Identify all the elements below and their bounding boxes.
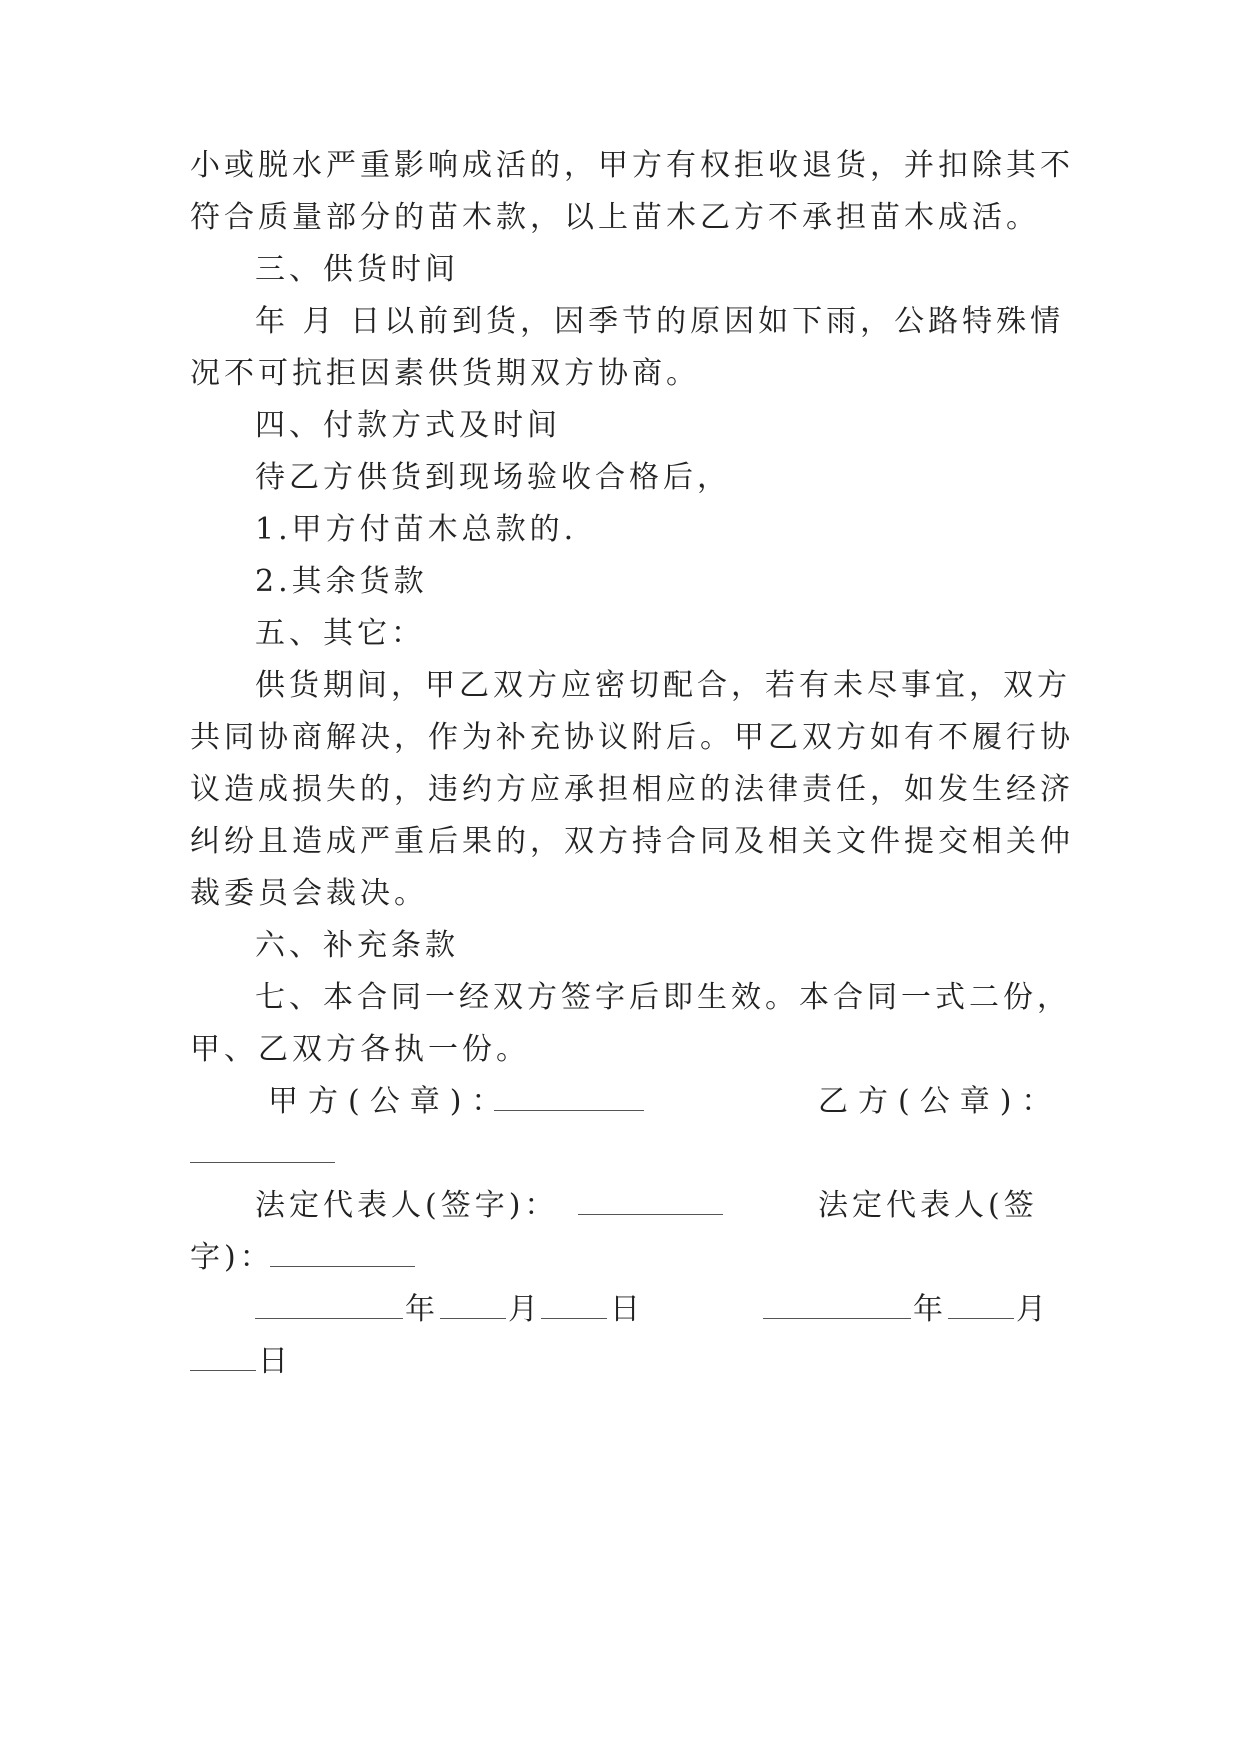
paragraph-line: 年 月 日以前到货，因季节的原因如下雨，公路特殊情 — [255, 304, 1065, 339]
rep-a-blank — [578, 1186, 723, 1226]
paragraph-line: 共同协商解决，作为补充协议附后。甲乙双方如有不履行协 — [190, 720, 1074, 755]
date-a-month: 月 — [508, 1292, 542, 1327]
paragraph-line: 纠纷且造成严重后果的，双方持合同及相关文件提交相关仲 — [190, 824, 1074, 859]
list-item: 1.甲方付苗木总款的. — [255, 512, 578, 547]
paragraph-line: 甲、乙双方各执一份。 — [190, 1032, 530, 1067]
paragraph-line: 况不可抗拒因素供货期双方协商。 — [190, 356, 700, 391]
section-heading-supplementary: 六、补充条款 — [255, 928, 459, 963]
date-a-year: 年 — [405, 1292, 439, 1327]
date-b-month: 月 — [1016, 1292, 1050, 1327]
rep-b-label-cont: 字)： — [190, 1240, 274, 1275]
paragraph-line: 裁委员会裁决。 — [190, 876, 428, 911]
date-b-year: 年 — [913, 1292, 947, 1327]
paragraph-line: 议造成损失的，违约方应承担相应的法律责任，如发生经济 — [190, 772, 1074, 807]
rep-b-label: 法定代表人(签 — [818, 1188, 1038, 1223]
rep-a-label: 法定代表人(签字)： — [255, 1188, 559, 1223]
date-a-day-blank — [541, 1290, 607, 1330]
date-a-day: 日 — [610, 1292, 644, 1327]
party-b-seal-label: 乙方(公章)： — [818, 1084, 1062, 1119]
party-a-seal-label: 甲方(公章)： — [268, 1084, 512, 1119]
rep-b-blank — [270, 1238, 415, 1278]
section-heading-payment: 四、付款方式及时间 — [255, 408, 561, 443]
date-a-month-blank — [440, 1290, 506, 1330]
list-item: 2.其余货款 — [255, 564, 428, 599]
section-heading-supply-time: 三、供货时间 — [255, 252, 459, 287]
date-b-month-blank — [948, 1290, 1014, 1330]
paragraph-line: 待乙方供货到现场验收合格后， — [255, 460, 731, 495]
date-b-day: 日 — [258, 1344, 292, 1379]
paragraph-line: 七、本合同一经双方签字后即生效。本合同一式二份， — [255, 980, 1071, 1015]
paragraph-line: 供货期间，甲乙双方应密切配合，若有未尽事宜，双方 — [255, 668, 1071, 703]
party-a-seal-blank — [494, 1082, 644, 1122]
paragraph-line: 小或脱水严重影响成活的，甲方有权拒收退货，并扣除其不 — [190, 148, 1074, 183]
date-b-year-blank — [763, 1290, 911, 1330]
date-a-year-blank — [255, 1290, 403, 1330]
party-b-seal-blank — [190, 1134, 335, 1174]
paragraph-line: 符合质量部分的苗木款，以上苗木乙方不承担苗木成活。 — [190, 200, 1040, 235]
date-b-day-blank — [190, 1342, 256, 1382]
section-heading-other: 五、其它： — [255, 616, 425, 651]
